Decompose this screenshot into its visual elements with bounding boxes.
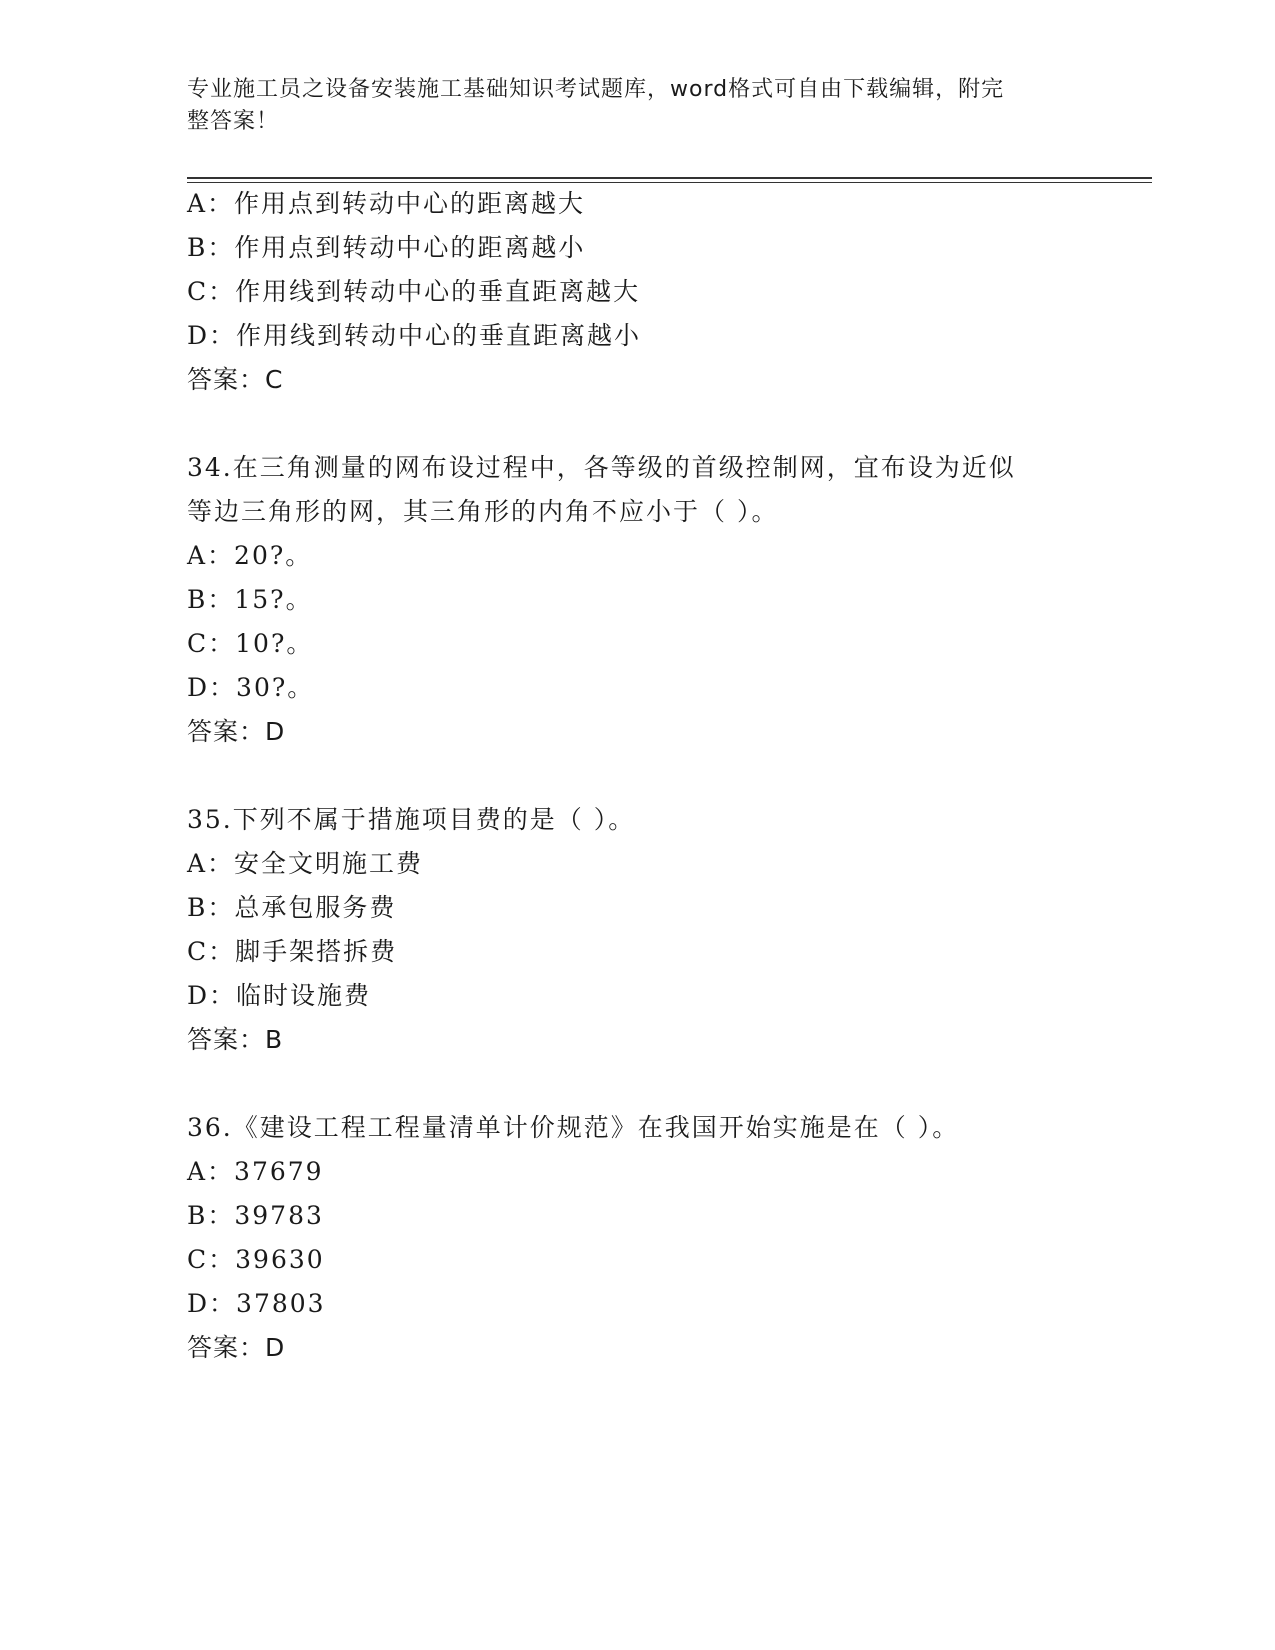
q36-answer: 答案：D <box>187 1333 286 1362</box>
q36-option-c: C：39630 <box>187 1245 325 1274</box>
q36-option-a: A：37679 <box>187 1157 324 1186</box>
q35-option-b: B：总承包服务费 <box>187 893 397 922</box>
q36-option-d: D：37803 <box>187 1289 326 1318</box>
q36-question-line-1: 36.《建设工程工程量清单计价规范》在我国开始实施是在（ ）。 <box>187 1113 960 1142</box>
q34-answer: 答案：D <box>187 717 286 746</box>
q34-question-line-1: 34.在三角测量的网布设过程中，各等级的首级控制网，宜布设为近似 <box>187 453 1016 482</box>
q33-option-c: C：作用线到转动中心的垂直距离越大 <box>187 277 641 306</box>
q33-option-d: D：作用线到转动中心的垂直距离越小 <box>187 321 642 350</box>
q33-option-b: B：作用点到转动中心的距离越小 <box>187 233 586 262</box>
q35-option-d: D：临时设施费 <box>187 981 372 1010</box>
q36-option-b: B：39783 <box>187 1201 324 1230</box>
header-divider-thick <box>187 177 1152 179</box>
q34-option-d: D：30?。 <box>187 673 315 702</box>
q35-question-line-1: 35.下列不属于措施项目费的是（ ）。 <box>187 805 636 834</box>
q34-question-line-2: 等边三角形的网，其三角形的内角不应小于（ ）。 <box>187 497 779 526</box>
q35-option-c: C：脚手架搭拆费 <box>187 937 398 966</box>
header-divider-thin <box>187 182 1152 183</box>
header-line-1: 专业施工员之设备安装施工基础知识考试题库，word格式可自由下载编辑，附完 <box>187 77 1005 102</box>
q34-option-c: C：10?。 <box>187 629 314 658</box>
q34-option-a: A：20?。 <box>187 541 313 570</box>
q35-option-a: A：安全文明施工费 <box>187 849 424 878</box>
q33-option-a: A：作用点到转动中心的距离越大 <box>187 189 586 218</box>
q33-answer: 答案：C <box>187 365 284 394</box>
header-line-2: 整答案！ <box>187 109 280 134</box>
document-header <box>187 74 1087 138</box>
q35-answer: 答案：B <box>187 1025 284 1054</box>
q34-option-b: B：15?。 <box>187 585 313 614</box>
